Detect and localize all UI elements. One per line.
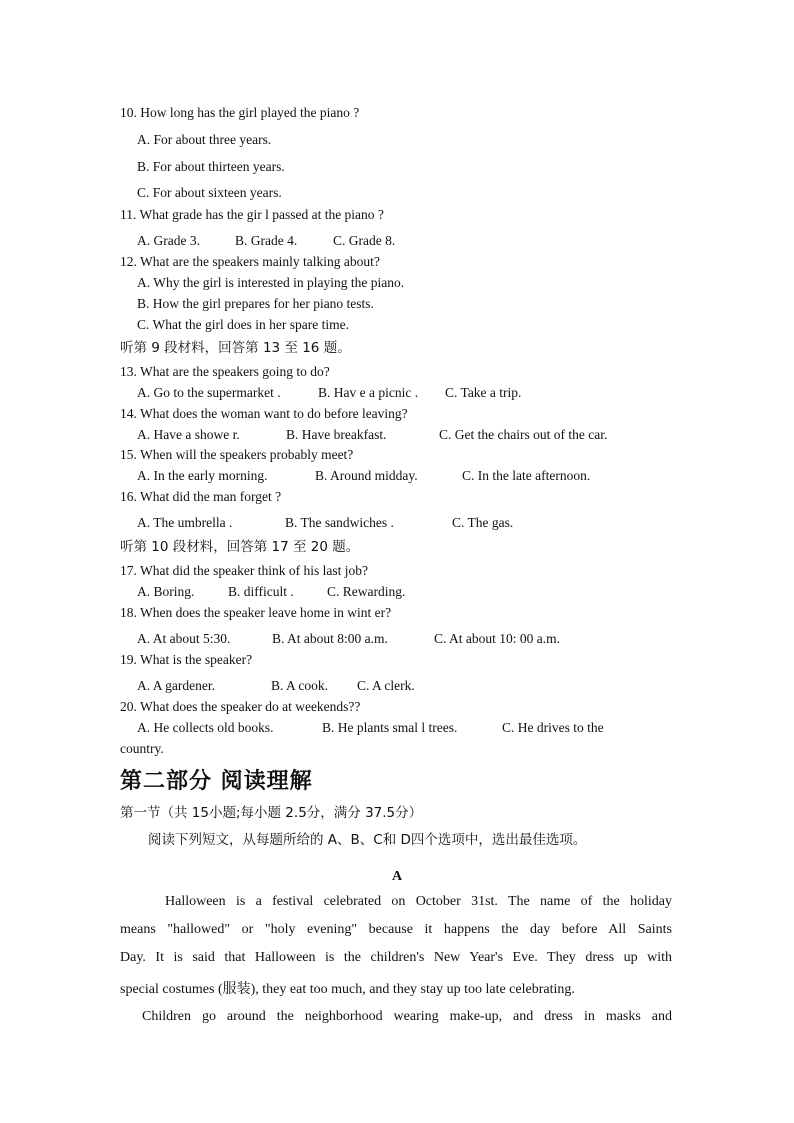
section-10-instruction: 听第 10 段材料，回答第 17 至 20 题。 xyxy=(120,539,360,555)
passage-line: Halloween is a festival celebrated on October 31st. The name of the holiday xyxy=(165,894,672,909)
question-19-stem: 19. What is the speaker? xyxy=(120,652,253,667)
question-17-option-b: B. difficult . xyxy=(228,584,294,599)
question-19-option-a: A. A gardener. xyxy=(137,678,215,693)
question-20-option-b: B. He plants smal l trees. xyxy=(322,720,458,735)
section-1-header: 第一节（共 15小题;每小题 2.5分，满分 37.5分） xyxy=(120,805,423,821)
reading-instruction: 阅读下列短文，从每题所给的 A、B、C和 D四个选项中，选出最佳选项。 xyxy=(148,832,587,848)
part-2-heading: 第二部分 阅读理解 xyxy=(120,769,313,794)
question-13-option-a: A. Go to the supermarket . xyxy=(137,385,281,400)
question-12-option-b: B. How the girl prepares for her piano tests. xyxy=(137,296,374,311)
question-20-option-a: A. He collects old books. xyxy=(137,720,274,735)
question-20-stem: 20. What does the speaker do at weekends?? xyxy=(120,699,361,714)
question-16-option-b: B. The sandwiches . xyxy=(285,515,394,530)
question-13-option-b: B. Hav e a picnic . xyxy=(318,385,419,400)
question-20-option-c: C. He drives to the xyxy=(502,720,604,735)
question-14-option-c: C. Get the chairs out of the car. xyxy=(439,427,608,442)
question-14-option-b: B. Have breakfast. xyxy=(286,427,387,442)
passage-line: Day. It is said that Halloween is the children's New Year's Eve. They dress up with xyxy=(120,950,672,965)
question-17-option-a: A. Boring. xyxy=(137,584,195,599)
question-13-option-c: C. Take a trip. xyxy=(445,385,522,400)
question-12-stem: 12. What are the speakers mainly talking about? xyxy=(120,254,380,269)
question-15-option-a: A. In the early morning. xyxy=(137,468,268,483)
question-16-option-c: C. The gas. xyxy=(452,515,514,530)
question-12-option-c: C. What the girl does in her spare time. xyxy=(137,317,349,332)
passage-line: Children go around the neighborhood wearing make-up, and dress in masks and xyxy=(142,1009,672,1024)
question-14-stem: 14. What does the woman want to do before leaving? xyxy=(120,406,408,421)
question-16-option-a: A. The umbrella . xyxy=(137,515,233,530)
question-12-option-a: A. Why the girl is interested in playing the piano. xyxy=(137,275,405,290)
question-15-option-b: B. Around midday. xyxy=(315,468,418,483)
question-17-stem: 17. What did the speaker think of his last job? xyxy=(120,563,368,578)
question-11-option-a: A. Grade 3. xyxy=(137,233,200,248)
question-16-stem: 16. What did the man forget ? xyxy=(120,489,282,504)
question-19-option-b: B. A cook. xyxy=(271,678,329,693)
question-20-option-c-continued: country. xyxy=(120,741,164,756)
question-18-option-b: B. At about 8:00 a.m. xyxy=(272,631,388,646)
passage-line: means "hallowed" or "holy evening" because it happens the day before All Saints xyxy=(120,922,672,937)
question-11-option-c: C. Grade 8. xyxy=(333,233,396,248)
question-17-option-c: C. Rewarding. xyxy=(327,584,406,599)
question-18-option-c: C. At about 10: 00 a.m. xyxy=(434,631,560,646)
question-14-option-a: A. Have a showe r. xyxy=(137,427,240,442)
question-13-stem: 13. What are the speakers going to do? xyxy=(120,364,330,379)
question-10-stem: 10. How long has the girl played the piano ? xyxy=(120,105,360,120)
question-15-option-c: C. In the late afternoon. xyxy=(462,468,591,483)
section-9-instruction: 听第 9 段材料，回答第 13 至 16 题。 xyxy=(120,340,351,356)
question-11-option-b: B. Grade 4. xyxy=(235,233,298,248)
question-15-stem: 15. When will the speakers probably meet? xyxy=(120,447,354,462)
question-18-option-a: A. At about 5:30. xyxy=(137,631,231,646)
question-18-stem: 18. When does the speaker leave home in wint er? xyxy=(120,605,392,620)
question-10-option-c: C. For about sixteen years. xyxy=(137,185,282,200)
passage-label: A xyxy=(391,869,403,884)
question-10-option-b: B. For about thirteen years. xyxy=(137,159,285,174)
question-19-option-c: C. A clerk. xyxy=(357,678,415,693)
passage-line: special costumes (服装), they eat too much, and they stay up too late celebrating. xyxy=(120,982,575,997)
question-10-option-a: A. For about three years. xyxy=(137,132,272,147)
question-11-stem: 11. What grade has the gir l passed at the piano ? xyxy=(120,207,384,222)
